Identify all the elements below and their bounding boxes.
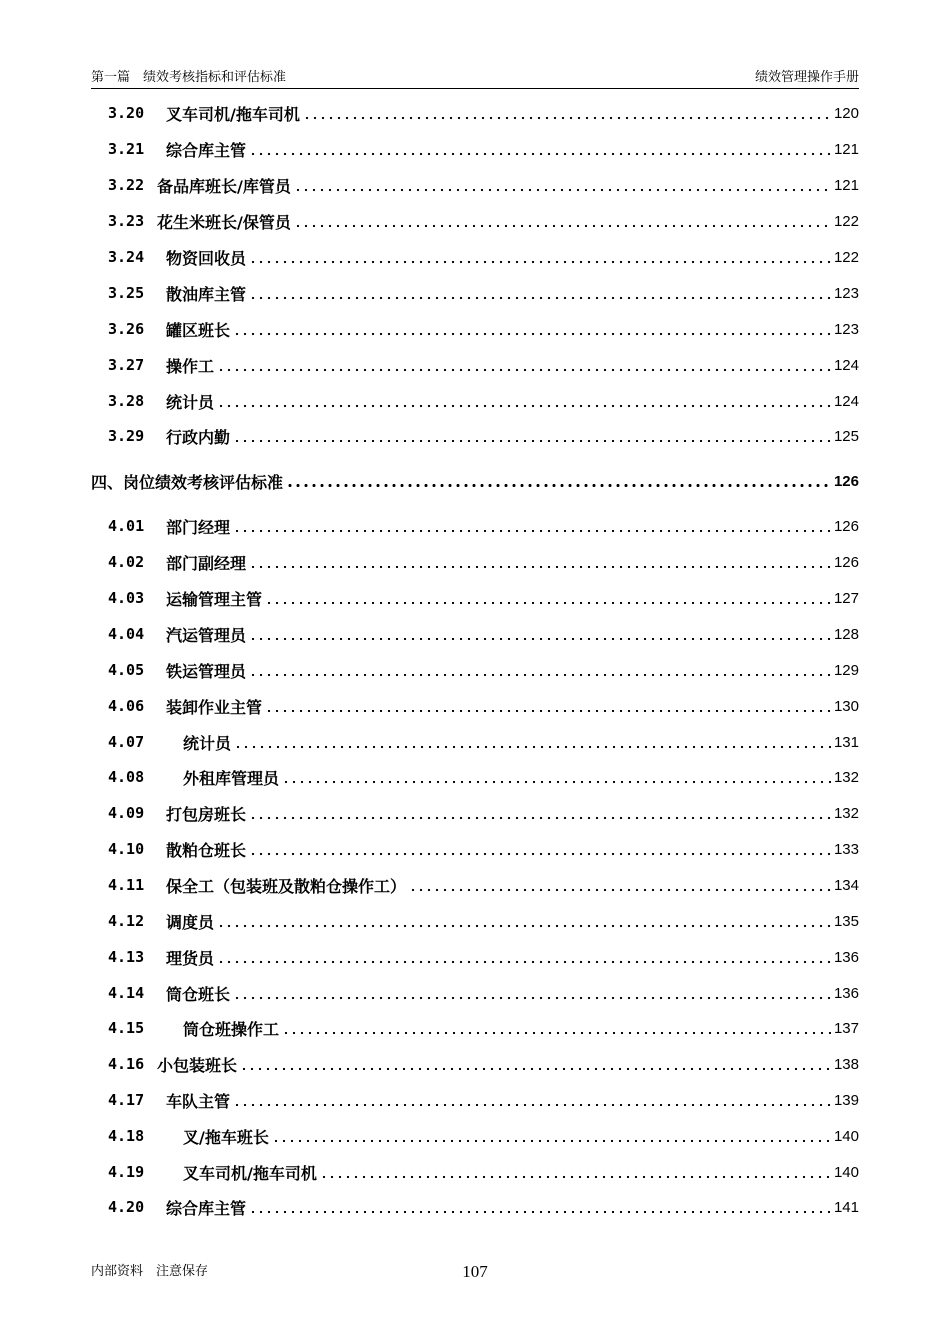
toc-entry[interactable] [91, 317, 859, 341]
toc-entry-page: 125 [833, 427, 859, 445]
toc-entry-title: 装卸作业主管 [166, 697, 263, 717]
toc-entry-number: 4.20 [108, 1198, 145, 1216]
toc-entry-number: 4.13 [108, 948, 145, 966]
toc-entry-number: 4.17 [108, 1091, 145, 1109]
toc-entry-number: 4.19 [108, 1163, 145, 1181]
toc-entry[interactable] [91, 945, 859, 969]
toc-section-heading[interactable] [91, 469, 859, 493]
toc-entry-title: 外租库管理员 [183, 768, 280, 788]
toc-dot-leader [249, 288, 831, 300]
toc-entry-title: 物资回收员 [166, 248, 247, 268]
toc-entry[interactable] [91, 424, 859, 448]
header-right-text: 绩效管理操作手册 [754, 70, 859, 85]
toc-entry-page: 130 [833, 697, 859, 715]
toc-entry-title: 汽运管理员 [166, 625, 247, 645]
toc-entry-title: 小包装班长 [157, 1055, 238, 1075]
toc-entry[interactable] [91, 837, 859, 861]
toc-entry-number: 4.03 [108, 589, 145, 607]
toc-dot-leader [265, 593, 831, 605]
toc-entry-page: 136 [833, 984, 859, 1002]
toc-entry-page: 139 [833, 1091, 859, 1109]
toc-dot-leader [249, 808, 831, 820]
footer-page-number: 107 [462, 1262, 488, 1281]
toc-entry-page: 138 [833, 1055, 859, 1073]
toc-entry-page: 140 [833, 1163, 859, 1181]
toc-entry-title: 筒仓班长 [166, 984, 231, 1004]
toc-entry-title: 调度员 [166, 912, 215, 932]
toc-dot-leader [249, 144, 831, 156]
toc-entry-title: 四、岗位绩效考核评估标准 [91, 472, 284, 492]
toc-dot-leader [233, 521, 831, 533]
toc-entry-title: 备品库班长/库管员 [157, 176, 291, 196]
toc-entry[interactable] [91, 586, 859, 610]
toc-entry-title: 综合库主管 [166, 1198, 247, 1218]
toc-entry-title: 运输管理主管 [166, 589, 263, 609]
toc-entry[interactable] [91, 694, 859, 718]
toc-entry-title: 罐区班长 [166, 320, 231, 340]
toc-entry[interactable] [91, 1195, 859, 1219]
toc-entry[interactable] [91, 981, 859, 1005]
toc-dot-leader [233, 324, 831, 336]
toc-entry-page: 132 [833, 804, 859, 822]
toc-entry-page: 134 [833, 876, 859, 894]
toc-entry-number: 4.18 [108, 1127, 145, 1145]
toc-entry[interactable] [91, 101, 859, 125]
toc-entry-number: 4.06 [108, 697, 145, 715]
footer-left-text: 内部资料 注意保存 [91, 1264, 209, 1279]
toc-entry-page: 131 [833, 733, 859, 751]
toc-entry-title: 理货员 [166, 948, 215, 968]
toc-dot-leader [249, 629, 831, 641]
toc-entry-page: 136 [833, 948, 859, 966]
toc-dot-leader [272, 1131, 831, 1143]
toc-dot-leader [409, 880, 831, 892]
toc-entry[interactable] [91, 730, 859, 754]
toc-entry-page: 121 [833, 176, 859, 194]
toc-entry[interactable] [91, 209, 859, 233]
toc-entry[interactable] [91, 137, 859, 161]
toc-entry[interactable] [91, 1052, 859, 1076]
toc-entry-page: 141 [833, 1198, 859, 1216]
toc-entry-page: 123 [833, 320, 859, 338]
toc-entry-number: 4.01 [108, 517, 145, 535]
toc-entry[interactable] [91, 658, 859, 682]
toc-dot-leader [265, 701, 831, 713]
toc-entry-page: 129 [833, 661, 859, 679]
toc-entry-number: 4.15 [108, 1019, 145, 1037]
toc-entry-page: 128 [833, 625, 859, 643]
toc-entry-title: 统计员 [166, 392, 215, 412]
toc-entry-page: 127 [833, 589, 859, 607]
toc-entry-number: 3.27 [108, 356, 145, 374]
toc-dot-leader [320, 1167, 831, 1179]
toc-dot-leader [249, 665, 831, 677]
toc-entry-number: 4.16 [108, 1055, 145, 1073]
toc-entry-title: 散油库主管 [166, 284, 247, 304]
toc-entry[interactable] [91, 622, 859, 646]
toc-entry-number: 4.08 [108, 768, 145, 786]
toc-dot-leader [240, 1059, 831, 1071]
toc-dot-leader [249, 252, 831, 264]
toc-entry-title: 部门经理 [166, 517, 231, 537]
toc-dot-leader [294, 216, 831, 228]
toc-entry-title: 车队主管 [166, 1091, 231, 1111]
toc-dot-leader [303, 108, 831, 120]
toc-dot-leader [217, 396, 831, 408]
toc-entry-page: 137 [833, 1019, 859, 1037]
toc-dot-leader [233, 431, 831, 443]
toc-entry-page: 126 [833, 517, 859, 535]
toc-entry-number: 3.29 [108, 427, 145, 445]
toc-dot-leader [249, 1202, 831, 1214]
toc-dot-leader [249, 844, 831, 856]
toc-dot-leader [217, 360, 831, 372]
toc-dot-leader [249, 557, 831, 569]
toc-entry-page: 135 [833, 912, 859, 930]
toc-entry-number: 4.05 [108, 661, 145, 679]
toc-entry-page: 133 [833, 840, 859, 858]
toc-entry-number: 4.14 [108, 984, 145, 1002]
header-left-text: 第一篇 绩效考核指标和评估标准 [91, 70, 287, 85]
toc-entry[interactable] [91, 909, 859, 933]
toc-entry-page: 122 [833, 212, 859, 230]
toc-dot-leader [294, 180, 831, 192]
toc-dot-leader [217, 916, 831, 928]
toc-entry-title: 筒仓班操作工 [183, 1019, 280, 1039]
toc-entry-title: 行政内勤 [166, 427, 231, 447]
toc-entry-title: 保全工（包装班及散粕仓操作工） [166, 876, 407, 896]
toc-entry[interactable] [91, 353, 859, 377]
toc-entry-title: 部门副经理 [166, 553, 247, 573]
toc-entry-number: 4.11 [108, 876, 145, 894]
toc-entry-number: 3.28 [108, 392, 145, 410]
toc-entry-number: 4.07 [108, 733, 145, 751]
page-header [91, 66, 859, 89]
toc-entry-number: 3.22 [108, 176, 145, 194]
toc-entry[interactable] [91, 1088, 859, 1112]
toc-entry-number: 3.20 [108, 104, 145, 122]
toc-entry-number: 4.09 [108, 804, 145, 822]
toc-entry-page: 121 [833, 140, 859, 158]
toc-entry-title: 散粕仓班长 [166, 840, 247, 860]
toc-entry[interactable] [91, 1016, 859, 1040]
toc-dot-leader [282, 1023, 831, 1035]
toc-entry-page: 120 [833, 104, 859, 122]
toc-entry-number: 3.25 [108, 284, 145, 302]
toc-entry-page: 124 [833, 356, 859, 374]
toc-entry-title: 叉车司机/拖车司机 [166, 104, 300, 124]
toc-entry[interactable] [91, 550, 859, 574]
toc-entry[interactable] [91, 765, 859, 789]
toc-entry-number: 3.26 [108, 320, 145, 338]
toc-dot-leader [234, 737, 831, 749]
toc-entry-page: 132 [833, 768, 859, 786]
toc-entry-title: 花生米班长/保管员 [157, 212, 291, 232]
toc-entry-page: 140 [833, 1127, 859, 1145]
toc-entry[interactable] [91, 281, 859, 305]
toc-dot-leader [233, 988, 831, 1000]
toc-entry-title: 铁运管理员 [166, 661, 247, 681]
toc-entry-title: 叉/拖车班长 [183, 1127, 269, 1147]
toc-entry[interactable] [91, 1124, 859, 1148]
toc-entry-title: 操作工 [166, 356, 215, 376]
toc-entry-number: 4.02 [108, 553, 145, 571]
toc-dot-leader [233, 1095, 831, 1107]
toc-entry-title: 综合库主管 [166, 140, 247, 160]
toc-entry[interactable] [91, 1160, 859, 1184]
toc-entry[interactable] [91, 514, 859, 538]
toc-entry-title: 叉车司机/拖车司机 [183, 1163, 317, 1183]
toc-entry-title: 打包房班长 [166, 804, 247, 824]
toc-entry[interactable] [91, 173, 859, 197]
toc-dot-leader [282, 772, 831, 784]
toc-entry-page: 126 [833, 472, 859, 490]
toc-entry-number: 4.04 [108, 625, 145, 643]
toc-entry[interactable] [91, 801, 859, 825]
toc-entry-page: 126 [833, 553, 859, 571]
toc-entry-page: 122 [833, 248, 859, 266]
toc-entry-number: 3.21 [108, 140, 145, 158]
toc-entry-number: 3.23 [108, 212, 145, 230]
toc-entry[interactable] [91, 873, 859, 897]
toc-entry-page: 124 [833, 392, 859, 410]
toc-entry[interactable] [91, 245, 859, 269]
toc-entry-number: 4.12 [108, 912, 145, 930]
toc-entry-page: 123 [833, 284, 859, 302]
toc-entry-number: 3.24 [108, 248, 145, 266]
toc-dot-leader [217, 952, 831, 964]
toc-entry[interactable] [91, 389, 859, 413]
toc-entry-title: 统计员 [183, 733, 232, 753]
toc-entry-number: 4.10 [108, 840, 145, 858]
toc-dot-leader [286, 476, 831, 488]
